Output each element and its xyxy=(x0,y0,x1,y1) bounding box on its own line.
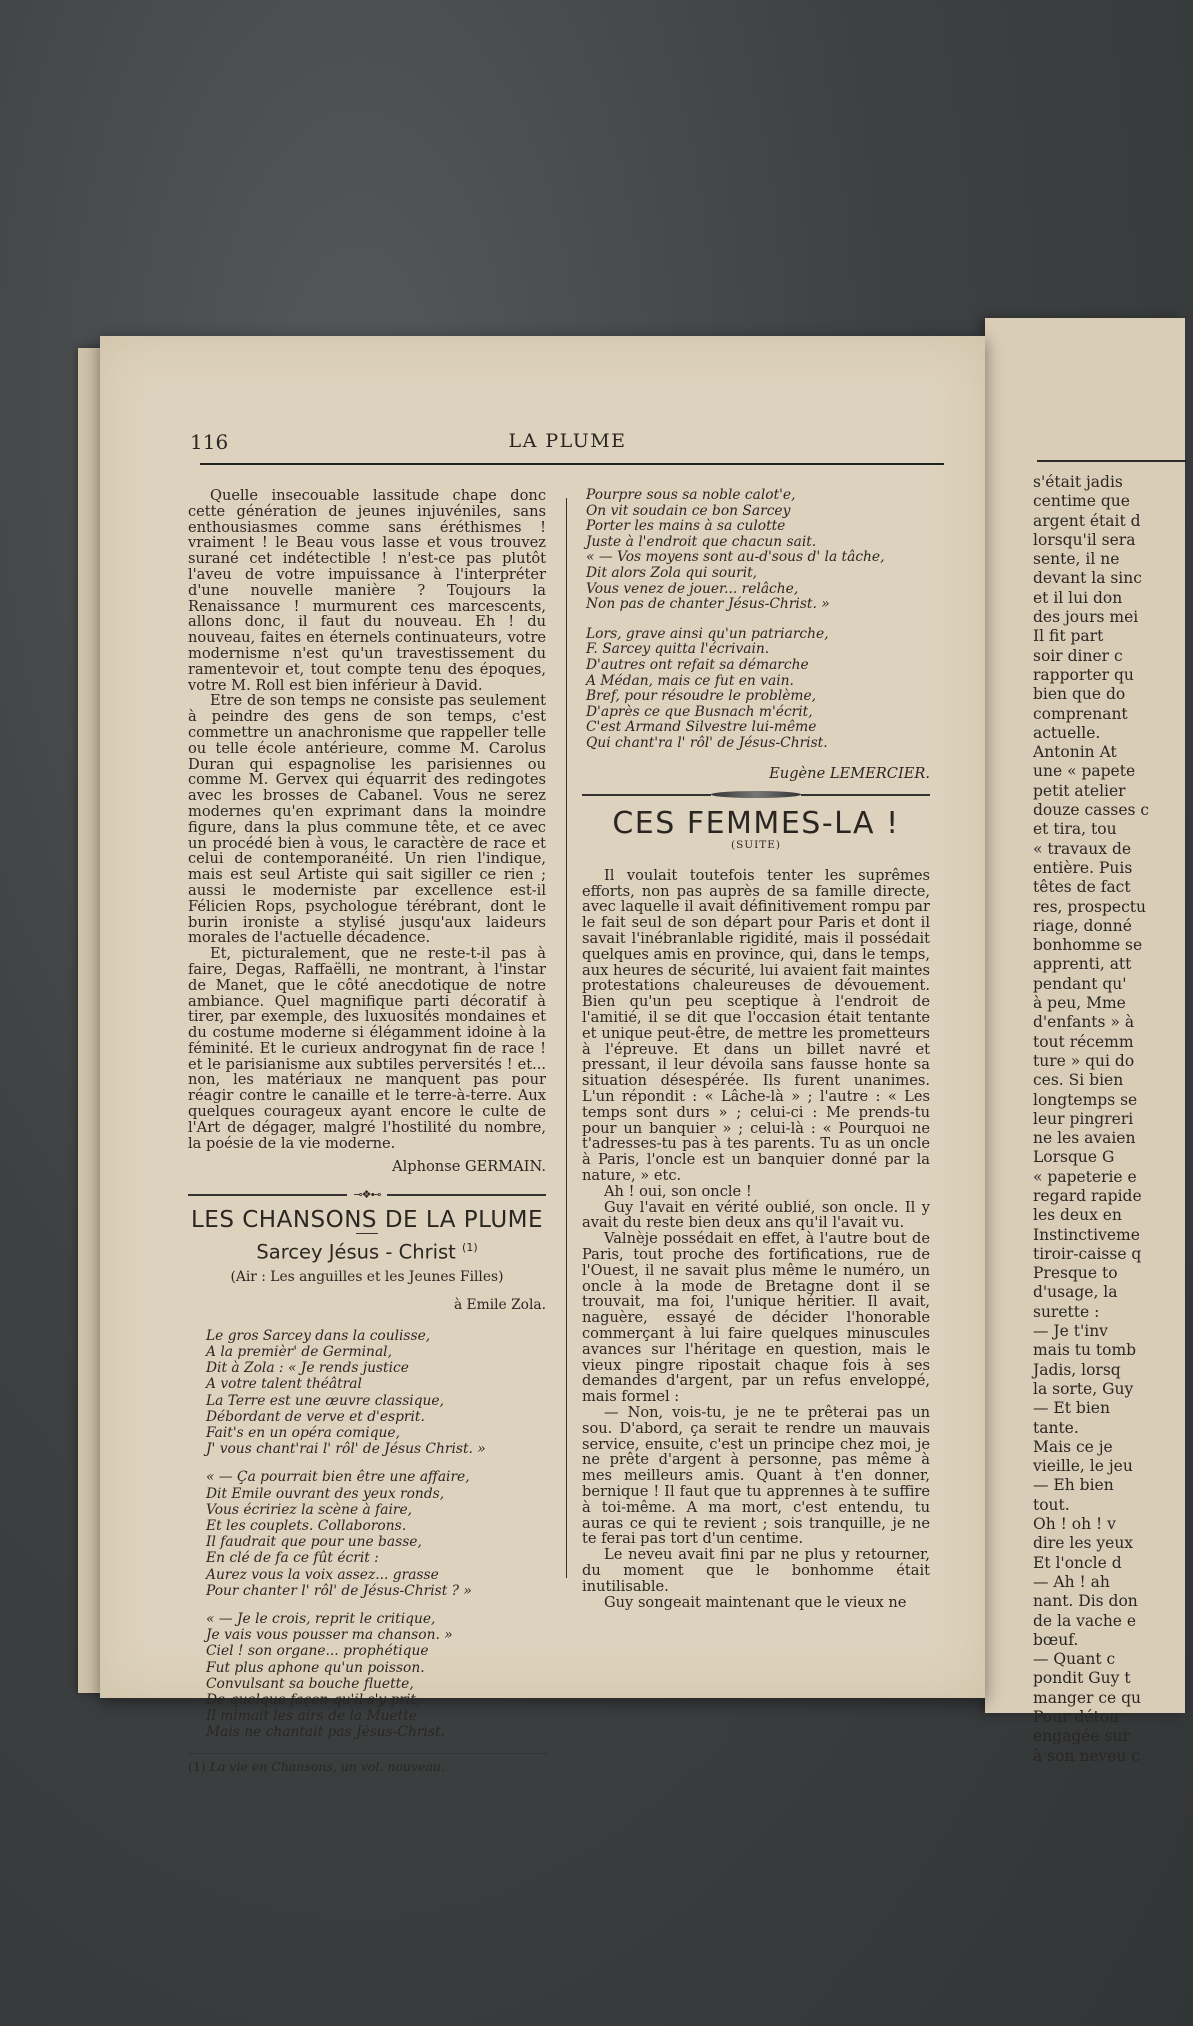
story-paragraph: Le neveu avait fini par ne plus y retourner, du moment que le bonhomme était inutilisable. xyxy=(582,1546,930,1595)
next-page-line: Presque to xyxy=(1033,1264,1118,1283)
next-page-line: Oh ! oh ! v xyxy=(1033,1515,1116,1534)
next-page-line: ture » qui do xyxy=(1033,1051,1135,1070)
right-column xyxy=(582,488,930,1610)
story-subtitle: (SUITE) xyxy=(730,839,782,852)
ornamental-divider: ⊸❖⊷ xyxy=(188,1187,546,1203)
next-page-line: ces. Si bien xyxy=(1033,1071,1124,1090)
footnote-rule xyxy=(188,1753,548,1754)
next-page-line: manger ce qu xyxy=(1033,1688,1142,1707)
next-page xyxy=(985,318,1185,1765)
next-page-line: d'usage, la xyxy=(1033,1283,1118,1302)
header-rule xyxy=(200,463,944,465)
footnote-ref: (1) xyxy=(462,1240,478,1254)
page-number: 116 xyxy=(190,430,229,454)
next-page-line: leur pingreri xyxy=(1033,1109,1134,1128)
song-dedication: à Emile Zola. xyxy=(453,1296,546,1313)
running-header xyxy=(190,430,945,460)
next-page-line: pondit Guy t xyxy=(1033,1669,1131,1688)
next-page-line: mais tu tomb xyxy=(1033,1341,1137,1360)
stanza: Pourpre sous sa noble calot'e, On vit soudain ce bon Sarcey Porter les mains à sa culotte Juste à l'endroit que chacun sait. « — Vos moyens sont au-d'sous d' la tâche, Dit alors Zola qui sourit, Vous venez de jouer... relâche, Non pas de chanter Jésus-Christ. » xyxy=(586,487,885,613)
story-paragraph: Guy songeait maintenant que le vieux ne xyxy=(604,1593,907,1611)
story-title: CES FEMMES-LA ! xyxy=(612,806,900,842)
stanza: « — Je le crois, reprit le critique, Je vais vous pousser ma chanson. » Ciel ! son organe... prophétique Fut plus aphone qu'un poisson. Convulsant sa bouche fluette, De quelque façon qu'il s'y prit, Il mimait les airs de la Muette Mais ne chantait pas Jésus-Christ. xyxy=(206,1611,453,1741)
next-page-line: à son neveu c xyxy=(1033,1746,1141,1765)
next-page-line: argent était d xyxy=(1033,511,1141,530)
next-page-line: de la vache e xyxy=(1033,1611,1137,1630)
next-page-line: petit atelier xyxy=(1033,781,1126,800)
next-page-text xyxy=(1033,473,1193,1766)
song-signature: Eugène LEMERCIER. xyxy=(769,764,930,782)
next-page-line: rapporter qu xyxy=(1033,665,1134,684)
next-page-line: Jadis, lorsq xyxy=(1033,1360,1121,1379)
next-page-line: surette : xyxy=(1033,1302,1100,1321)
next-page-line: d'enfants » à xyxy=(1033,1013,1135,1032)
next-page-line: Mais ce je xyxy=(1033,1437,1113,1456)
song-air: (Air : Les anguilles et les Jeunes Filles) xyxy=(230,1269,504,1286)
next-page-line: et tira, tou xyxy=(1033,820,1117,839)
stanza: Lors, grave ainsi qu'un patriarche, F. Sarcey quitta l'écrivain. D'autres ont refait sa démarche A Médan, mais ce fut en vain. Bref, pour résoudre le problème, D'après ce que Busnach m'écrit, C'est Armand Silvestre lui-même Qui chant'ra l' rôl' de Jésus-Christ. xyxy=(586,625,829,751)
next-page-line: vieille, le jeu xyxy=(1033,1457,1133,1476)
next-page-line: soir diner c xyxy=(1033,646,1123,665)
story-paragraph: Valnèje possédait en effet, à l'autre bout de Paris, tout proche des fortifications, rue de l'Ouest, il ne savait plus même le numéro, un oncle à la mode de Bretagne dont il se trouvait, ma foi, l'unique héritier. Il avait, naguère, essayé de décider l'honorable commerçant à lui faire quelques minuscules avances sur l'héritage en question, mais le vieux pingre ripostait chaque fois à ses demandes d'argent, par un refus enveloppé, mais formel : xyxy=(582,1230,930,1406)
next-page-line: lorsqu'il sera xyxy=(1033,530,1136,549)
next-page-line: tante. xyxy=(1033,1418,1079,1437)
next-page-line: les deux en xyxy=(1033,1206,1122,1225)
next-page-line: Il fit part xyxy=(1033,627,1104,646)
next-page-line: douze casses c xyxy=(1033,801,1150,820)
story-paragraph: Guy l'avait en vérité oublié, son oncle. Il y avait du reste bien deux ans qu'il l'avait vu. xyxy=(582,1198,930,1232)
section-title: LES CHANSONS DE LA PLUME xyxy=(190,1207,544,1234)
next-page-line: res, prospectu xyxy=(1033,897,1146,916)
next-page-line: Instinctiveme xyxy=(1033,1225,1140,1244)
next-page-line: la sorte, Guy xyxy=(1033,1379,1134,1398)
next-page-line: à peu, Mme xyxy=(1033,994,1126,1013)
next-page-line: tout. xyxy=(1033,1495,1070,1514)
next-page-line: engagée sur xyxy=(1033,1727,1130,1746)
song-title: Sarcey Jésus - Christ $^{(1)}$ xyxy=(256,1240,478,1264)
next-page-line: — Je t'inv xyxy=(1033,1322,1108,1341)
next-page-line: — Eh bien xyxy=(1033,1476,1114,1495)
story-paragraph: — Non, vois-tu, je ne te prêterai pas un sou. D'abord, ça serait te rendre un mauvais service, ensuite, c'est un principe chez moi, je ne prête d'argent à personne, pas même à mes meilleurs amis. Quant à t'en donner, bernique ! Il faut que tu apprennes à te suffire à toi-même. A ma mort, c'est entendu, tu auras ce qui te revient ; sois tranquille, je ne te ferai pas tort d'un centime. xyxy=(582,1403,930,1548)
next-page-header-rule xyxy=(1037,460,1187,462)
next-page-line: actuelle. xyxy=(1033,723,1101,742)
article-paragraph: Et, picturalement, que ne reste-t-il pas à faire, Degas, Raffaëlli, ne montrant, à l'instar de Manet, que le côté anecdotique de notre ambiance. Quel magnifique parti décoratif à tirer, par exemple, des luxuosités mondaines et du costume moderne si élégamment idoine à la féminité. Et le curieux androgynat fin de race ! et le parisianisme aux subtiles perversités ! et... non, les matériaux ne manquent pas pour réagir contre le canaille et le terre-à-terre. Aux quelques courageux ayant encore le culte de l'Art de dégager, malgré l'hostilité du nombre, la poésie de la vie moderne. xyxy=(188,945,546,1152)
next-page-line: bonhomme se xyxy=(1033,936,1143,955)
stanza: Le gros Sarcey dans la coulisse, A la premièr' de Germinal, Dit à Zola : « Je rends justice A votre talent théâtral La Terre est une œuvre classique, Débordant de verve et d'esprit. Fait's en un opéra comique, J' vous chant'rai l' rôl' de Jésus Christ. » xyxy=(206,1327,486,1458)
next-page-line: Lorsque G xyxy=(1033,1148,1115,1167)
next-page-line: pendant qu' xyxy=(1033,974,1127,993)
left-column xyxy=(188,488,546,1774)
title-dash xyxy=(356,1233,378,1234)
next-page-line: apprenti, att xyxy=(1033,955,1132,974)
next-page-line: Pour détou xyxy=(1033,1708,1120,1726)
next-page-line: Antonin At xyxy=(1033,743,1117,762)
next-page-line: comprenant xyxy=(1033,704,1128,723)
next-page-line: et il lui don xyxy=(1033,588,1123,607)
next-page-line: devant la sinc xyxy=(1033,569,1142,588)
next-page-line: dire les yeux xyxy=(1033,1534,1134,1553)
next-page-line: ne les avaien xyxy=(1033,1129,1136,1148)
column-rule xyxy=(566,498,567,1578)
article-signature: Alphonse GERMAIN. xyxy=(392,1158,546,1176)
next-page-line: tiroir-caisse q xyxy=(1033,1244,1142,1263)
journal-page xyxy=(100,336,985,1774)
article-paragraph: Quelle insecouable lassitude chape donc cette génération de jeunes injuvéniles, sans enthousiasmes comme sans éréthismes ! vraiment ! le Beau vous lasse et vous trouvez surané cet indétectible ! n'est-ce pas plutôt l'aveu de votre impuissance à l'interpréter d'une nouvelle manière ? Toujours la Renaissance ! murmurent ces marcescents, allons donc, il faut du nouveau. Eh ! du nouveau, faites en éternels continuateurs, votre modernisme n'est qu'un travestissement du ramentevoir et, tout compte tenu des époques, votre M. Roll est bien inférieur à David. xyxy=(188,487,546,694)
stanza: « — Ça pourrait bien être une affaire, Dit Emile ouvrant des yeux ronds, Vous écririez la scène à faire, Et les couplets. Collaborons. Il faudrait que pour une basse, En clé de fa ce fût écrit : Aurez vous la voix assez... grasse Pour chanter l' rôl' de Jésus-Christ ? » xyxy=(206,1469,472,1599)
next-page-line: riage, donné xyxy=(1033,916,1132,935)
next-page-line: centime que xyxy=(1033,492,1130,511)
next-page-line: tout récemm xyxy=(1033,1032,1134,1051)
next-page-line: bien que do xyxy=(1033,685,1126,704)
journal-title: LA PLUME xyxy=(508,430,627,452)
next-page-line: bœuf. xyxy=(1033,1630,1079,1649)
next-page-line: s'était jadis xyxy=(1033,473,1123,491)
story-paragraph: Il voulait toutefois tenter les suprêmes efforts, non pas auprès de sa famille directe, avec laquelle il avait définitivement rompu par le fait seul de son départ pour Paris et dont il savait l'inébranlable rigidité, mais il possédait quelques amis en province, qui, dans le temps, aux heures de sécurité, lui avaient fait maintes protestations chaleureuses de dévouement. Bien qu'un peu sceptique à l'endroit de l'amitié, il se dit que l'occasion était tentante et unique peut-être, de mettre les prometteurs à l'épreuve. Et dans un billet navré et pressant, il leur dévoila sans fausse honte sa situation désespérée. Ils furent unanimes. L'un répondit : « Lâche-là » ; l'autre : « Les temps sont durs » ; celui-ci : Me prends-tu pour un banquier » ; celui-là : « Pourquoi ne t'adresses-tu pas à tes parents. Tu as un oncle à Paris, l'oncle est un banquier donné par la nature, » etc. xyxy=(582,866,930,1185)
next-page-line: regard rapide xyxy=(1033,1186,1142,1205)
next-page-line: « travaux de xyxy=(1033,839,1132,858)
next-page-line: longtemps se xyxy=(1033,1090,1138,1109)
next-page-line: têtes de fact xyxy=(1033,878,1131,897)
footnote: (1) La vie en Chansons, un vol. nouveau. xyxy=(188,1758,445,1774)
next-page-line: nant. Dis don xyxy=(1033,1592,1138,1611)
next-page-line: — Quant c xyxy=(1033,1650,1116,1669)
next-page-line: une « papete xyxy=(1033,762,1136,781)
article-paragraph: Etre de son temps ne consiste pas seulement à peindre des gens de son temps, c'est commettre un anachronisme que rappeller telle ou telle école antérieure, comme M. Carolus Duran qui espagnolise les parisiennes ou comme M. Gervex qui équarrit des redingotes avec les brosses de Cabanel. Vous ne serez modernes qu'en exprimant dans la moindre figure, dans la plus commune tête, et ce avec un procédé bien à vous, le caractère de race et celui de contemporanéité. Un rien l'indique, mais est seul Artiste qui sait sigiller ce rien ; aussi le moderniste par excellence est-il Félicien Rops, psychologue térébrant, dont le burin ironiste a stylisé jusqu'aux laideurs morales de l'actuelle décadence. xyxy=(188,692,546,947)
story-paragraph: Ah ! oui, son oncle ! xyxy=(604,1182,752,1200)
next-page-line: « papeterie e xyxy=(1033,1167,1137,1186)
next-page-line: — Ah ! ah xyxy=(1033,1572,1110,1591)
next-page-line: des jours mei xyxy=(1033,608,1139,627)
next-page-line: Et l'oncle d xyxy=(1033,1553,1122,1572)
next-page-line: sente, il ne xyxy=(1033,550,1120,569)
next-page-line: entière. Puis xyxy=(1033,858,1133,877)
ornamental-divider xyxy=(582,791,930,798)
next-page-line: — Et bien xyxy=(1033,1399,1110,1418)
